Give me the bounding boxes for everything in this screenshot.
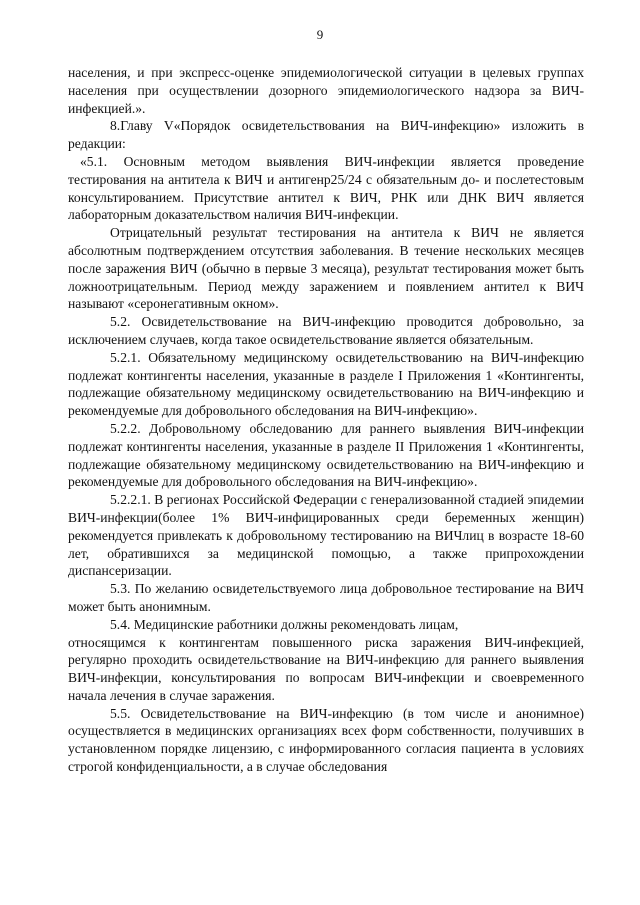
paragraph-item-8: 8.Главу V«Порядок освидетельствования на ВИЧ-инфекцию» изложить в редакции:: [68, 118, 584, 152]
paragraph-5-2-2-1: 5.2.2.1. В регионах Российской Федерации с генерализованной стадией эпидемии ВИЧ-инфекции(более 1% ВИЧ-инфицированных среди беременных женщин) рекомендуется привлекать к добровольному тестированию на ВИЧлиц в возрасте 18-60 лет, обратившихся за медицинской помощью, а также припрохождении диспансеризации.: [68, 492, 584, 579]
paragraph-5-4: 5.4. Медицинские работники должны рекомендовать лицам,: [110, 616, 459, 632]
paragraph-continuation: населения, и при экспресс-оценке эпидемиологической ситуации в целевых группах населения при осуществлении дозорного эпидемиологического надзора за ВИЧ-инфекцией.».: [68, 65, 584, 116]
paragraph-5-2-1: 5.2.1. Обязательному медицинскому освидетельствованию на ВИЧ-инфекцию подлежат контингенты населения, указанные в разделе I Приложения 1 «Контингенты, подлежащие обязательному медицинскому освидетельствованию на ВИЧ-инфекцию и рекомендуемые для добровольного обследования на ВИЧ-инфекцию».: [68, 349, 584, 419]
paragraph-5-3: 5.3. По желанию освидетельствуемого лица добровольное тестирование на ВИЧ может быть анонимным.: [68, 581, 584, 614]
paragraph-5-4-continuation: относящимся к контингентам повышенного риска заражения ВИЧ-инфекцией, регулярно проходить освидетельствование на ВИЧ-инфекцию для раннего выявления ВИЧ-инфекции, консультирования по вопросам ВИЧ-инфекции и своевременного начала лечения в случае заражения.: [68, 634, 584, 703]
document-body: [68, 64, 584, 776]
paragraph-5-2-2: 5.2.2. Добровольному обследованию для раннего выявления ВИЧ-инфекции подлежат контингенты населения, указанные в разделе II Приложения 1 «Контингенты, подлежащие обязательному медицинскому освидетельствованию на ВИЧ-инфекцию и рекомендуемые для добровольного обследования на ВИЧ-инфекцию».: [68, 420, 584, 490]
paragraph-5-1: «5.1. Основным методом выявления ВИЧ-инфекции является проведение тестирования на антитела к ВИЧ и антигенр25/24 с обязательным до- и послетестовым консультированием. Присутствие антител к ВИЧ, РНК или ДНК ВИЧ является лабораторным доказательством наличия ВИЧ-инфекции.: [68, 153, 584, 223]
paragraph-5-2: 5.2. Освидетельствование на ВИЧ-инфекцию проводится добровольно, за исключением случаев, когда такое освидетельствование является обязательным.: [68, 314, 584, 347]
page-number: 9: [316, 27, 324, 42]
paragraph-negative-result: Отрицательный результат тестирования на антитела к ВИЧ не является абсолютным подтверждением отсутствия заболевания. В течение нескольких месяцев после заражения ВИЧ (обычно в первые 3 месяца), результат тестирования может быть ложноотрицательным. Период между заражением и появлением антител к ВИЧ называют «серонегативным окном».: [68, 225, 584, 312]
paragraph-5-5: 5.5. Освидетельствование на ВИЧ-инфекцию (в том числе и анонимное) осуществляется в медицинских организациях всех форм собственности, получивших в установленном порядке лицензию, с информированного согласия пациента в условиях строгой конфиденциальности, а в случае обследования: [68, 705, 584, 775]
